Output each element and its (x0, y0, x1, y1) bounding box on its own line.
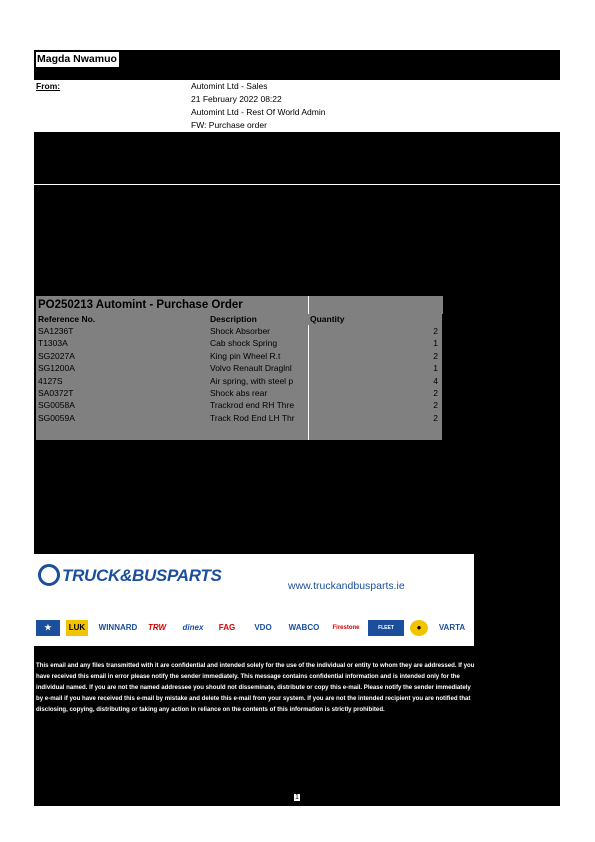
po-title-blank (308, 296, 443, 314)
table-row (36, 325, 442, 338)
table-row (36, 362, 442, 375)
column-header-description: Description (210, 314, 257, 324)
cell-quantity: 1 (433, 338, 438, 349)
cell-description: Shock Absorber (210, 326, 271, 336)
company-banner (34, 554, 474, 646)
page-number: 1 (295, 794, 299, 801)
brand-winnard: WINNARD (98, 623, 138, 632)
brand-varta: VARTA (438, 623, 466, 632)
po-total-row (36, 424, 442, 440)
cell-reference: SG1200A (38, 363, 75, 374)
cell-quantity: 1 (433, 363, 438, 374)
gear-logo-icon (38, 564, 60, 586)
brand-fleet-power: FLEET POWER (368, 620, 404, 636)
brand-trw: TRW (147, 623, 167, 632)
cell-description: King pin Wheel R.t (210, 350, 281, 361)
hella-logo-icon: ● (410, 620, 428, 636)
cell-reference: SG2027A (38, 350, 75, 361)
cell-description: Trackrod end RH Thre (210, 400, 295, 411)
cell-reference: T1303A (38, 338, 68, 349)
brand-wabco: WABCO (288, 623, 320, 632)
cell-quantity: 2 (433, 400, 438, 411)
confidentiality-disclaimer: This email and any files transmitted with it are confidential and intended solely for the use of the individual or entity to whom they are addressed. If you have received this email in error please notify the sender immediately. This message contains confidential information and is intended only for the individual named. If you are not the named addressee you should not disseminate, distribute or copy this e-mail. Please notify the sender immediately by e-mail if you have received this e-mail by mistake and delete this e-mail from your system. If you are not the intended recipient you are notified that disclosing, copying, distributing or taking any action in reliance on the contents of this information is strictly prohibited. (36, 662, 475, 713)
from-label: From: (36, 81, 61, 91)
cell-quantity: 2 (433, 388, 438, 398)
cell-quantity: 4 (433, 375, 438, 386)
subject-value: FW: Purchase order (191, 120, 267, 130)
brand-vdo: VDO (254, 623, 272, 632)
brand-logo-row (34, 616, 474, 647)
sent-value: 21 February 2022 08:22 (191, 94, 282, 104)
column-header-quantity: Quantity (310, 314, 345, 324)
cell-reference: SG0059A (38, 412, 75, 423)
cell-quantity: 2 (433, 326, 438, 336)
header-values (189, 80, 560, 132)
brand-dinex: dinex (182, 623, 204, 632)
brand-luk: LUK (66, 620, 88, 636)
sender-bar (34, 50, 560, 68)
purchase-order-table (36, 296, 442, 440)
table-row (36, 350, 442, 363)
partner-badge-icon: ★ (36, 620, 60, 636)
cell-reference: 4127S (38, 375, 63, 386)
cell-description: Cab shock Spring (210, 338, 278, 349)
cell-description: Shock abs rear (210, 388, 268, 398)
cell-quantity: 2 (433, 412, 438, 423)
cell-reference: SG0058A (38, 400, 75, 411)
to-value: Automint Ltd - Rest Of World Admin (191, 107, 326, 117)
website-link[interactable]: www.truckandbusparts.ie (288, 580, 405, 592)
email-page (34, 50, 560, 806)
cell-reference: SA1236T (38, 326, 74, 336)
cell-quantity: 2 (433, 350, 438, 361)
header-divider (34, 184, 560, 185)
email-header (34, 80, 560, 132)
cell-reference: SA0372T (38, 388, 74, 398)
table-row (36, 387, 442, 400)
from-value: Automint Ltd - Sales (191, 81, 268, 91)
column-header-reference: Reference No. (38, 314, 96, 324)
from-label-cell (34, 80, 189, 132)
sender-name: Magda Nwamuo (37, 53, 117, 65)
table-row (36, 399, 442, 412)
brand-firestone: Firestone (332, 625, 360, 631)
cell-description: Track Rod End LH Thr (210, 412, 295, 423)
brand-fag: FAG (218, 623, 236, 632)
table-row (36, 412, 442, 425)
cell-description: Volvo Renault Draglnl (210, 363, 292, 374)
table-row (36, 337, 442, 350)
cell-description: Air spring, with steel p (210, 375, 294, 386)
table-row (36, 375, 442, 388)
po-title: PO250213 Automint - Purchase Order (36, 296, 308, 314)
company-logo: TRUCK&BUSPARTS (62, 566, 222, 585)
